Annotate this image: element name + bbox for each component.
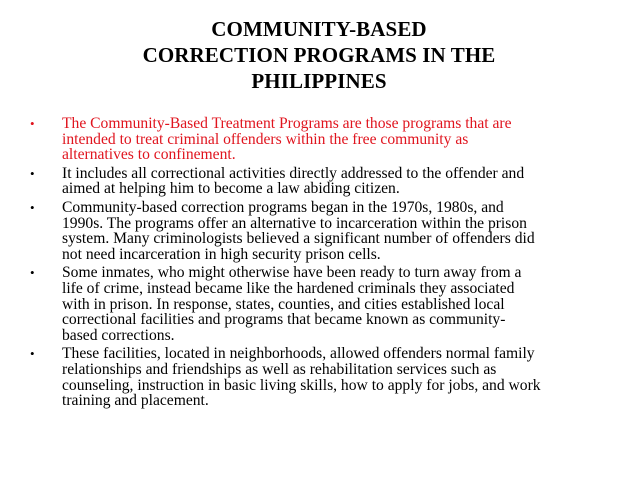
bullet-3-line-2: 1990s. The programs offer an alternative to incarceration within the prison <box>62 214 527 232</box>
bullet-1-line-1: The Community-Based Treatment Programs are those programs that are <box>62 115 512 132</box>
title-line-1: COMMUNITY-BASED <box>211 17 427 41</box>
bullet-4-line-4: correctional facilities and programs that became known as community- <box>62 311 506 329</box>
bullet-4-line-3: with in prison. In response, states, counties, and cities established local <box>62 295 505 313</box>
bullet-item-5 <box>28 346 626 408</box>
bullet-marker-icon: • <box>30 165 35 181</box>
bullet-4-line-1: Some inmates, who might otherwise have been ready to turn away from a <box>62 264 522 282</box>
bullet-1-line-3: alternatives to confinement. <box>62 146 236 164</box>
bullet-2-line-1: It includes all correctional activities directly addressed to the offender and <box>62 164 525 182</box>
bullet-3-line-4: not need incarceration in high security prison cells. <box>62 245 381 263</box>
bullet-3-line-1: Community-based correction programs began in the 1970s, 1980s, and <box>62 198 504 216</box>
bullet-5-line-2: relationships and friendships as well as rehabilitation services such as <box>62 360 497 378</box>
bullet-list <box>28 116 626 412</box>
title-line-3: PHILIPPINES <box>251 69 387 93</box>
bullet-1-line-2: intended to treat criminal offenders within the free community as <box>62 130 469 148</box>
bullet-marker-icon: • <box>30 346 35 362</box>
bullet-5-line-3: counseling, instruction in basic living skills, how to apply for jobs, and work <box>62 376 541 394</box>
bullet-3-line-3: system. Many criminologists believed a significant number of offenders did <box>62 230 535 248</box>
bullet-4-line-2: life of crime, instead became like the hardened criminals they associated <box>62 279 515 297</box>
slide-title <box>60 16 578 94</box>
bullet-4-line-5: based corrections. <box>62 326 175 344</box>
title-line-2: CORRECTION PROGRAMS IN THE <box>142 43 496 67</box>
bullet-2-line-2: aimed at helping him to become a law abiding citizen. <box>62 180 400 198</box>
bullet-item-3 <box>28 200 626 262</box>
bullet-item-1 <box>28 116 626 163</box>
bullet-marker-icon: • <box>30 265 35 281</box>
bullet-item-4 <box>28 265 626 343</box>
bullet-5-line-4: training and placement. <box>62 392 209 410</box>
bullet-marker-icon: • <box>30 199 35 215</box>
bullet-marker-icon: • <box>30 116 35 131</box>
bullet-5-line-1: These facilities, located in neighborhoods, allowed offenders normal family <box>62 345 535 363</box>
bullet-item-2 <box>28 166 626 197</box>
